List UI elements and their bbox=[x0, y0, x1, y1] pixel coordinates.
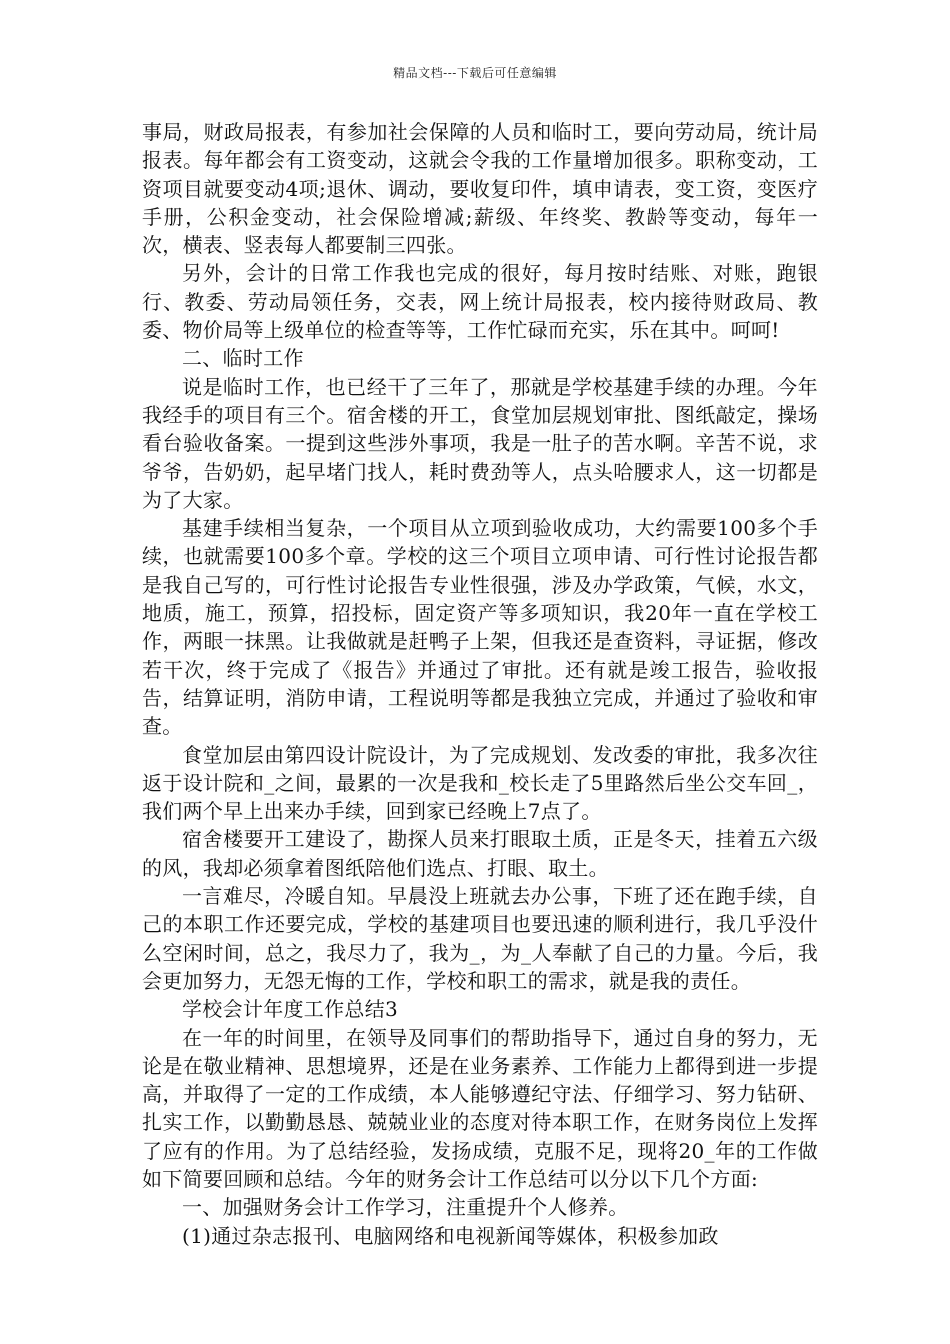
paragraph: 说是临时工作，也已经干了三年了，那就是学校基建手续的办理。今年我经手的项目有三个。宿舍楼的开工，食堂加层规划审批、图纸敲定，操场看台验收备案。一提到这些涉外事项，我是一肚子的苦水啊。辛苦不说，求爷爷，告奶奶，起早堵门找人，耗时费劲等人，点头哈腰求人，这一切都是为了大家。 bbox=[142, 374, 818, 512]
paragraph: 基建手续相当复杂，一个项目从立项到验收成功，大约需要100多个手续，也就需要100多个章。学校的这三个项目立项申请、可行性讨论报告都是我自己写的，可行性讨论报告专业性很强，涉及办学政策，气候，水文，地质，施工，预算，招投标，固定资产等多项知识，我20年一直在学校工作，两眼一抹黑。让我做就是赶鸭子上架，但我还是查资料，寻证据，修改若干次，终于完成了《报告》并通过了审批。还有就是竣工报告，验收报告，结算证明，消防申请，工程说明等都是我独立完成，并通过了验收和审查。 bbox=[142, 516, 818, 739]
paragraph: 事局，财政局报表，有参加社会保障的人员和临时工，要向劳动局，统计局报表。每年都会有工资变动，这就会令我的工作量增加很多。职称变动，工资项目就要变动4项;退休、调动，要收复印件，填申请表，变工资，变医疗手册，公积金变动，社会保险增减;薪级、年终奖、教龄等变动，每年一次，横表、竖表每人都要制三四张。 bbox=[142, 120, 818, 258]
paragraph: 一言难尽，冷暖自知。早晨没上班就去办公事，下班了还在跑手续，自己的本职工作还要完成，学校的基建项目也要迅速的顺利进行，我几乎没什么空闲时间，总之，我尽力了，我为_，为_人奉献了自己的力量。今后，我会更加努力，无怨无悔的工作，学校和职工的需求，就是我的责任。 bbox=[142, 884, 818, 993]
section-heading: 二、临时工作 bbox=[182, 346, 304, 371]
paragraph: 在一年的时间里，在领导及同事们的帮助指导下，通过自身的努力，无论是在敬业精神、思想境界，还是在业务素养、工作能力上都得到进一步提高，并取得了一定的工作成绩，本人能够遵纪守法、仔细学习、努力钻研、扎实工作，以勤勤恳恳、兢兢业业的态度对待本职工作，在财务岗位上发挥了应有的作用。为了总结经验，发扬成绩，克服不足，现将20_年的工作做如下简要回顾和总结。今年的财务会计工作总结可以分以下几个方面: bbox=[142, 1025, 818, 1191]
document-body bbox=[142, 118, 818, 1250]
section-title: 学校会计年度工作总结3 bbox=[182, 997, 399, 1022]
section-heading: 一、加强财务会计工作学习，注重提升个人修养。 bbox=[182, 1195, 629, 1220]
page-header: 精品文档---下载后可任意编辑 bbox=[393, 66, 557, 80]
paragraph: 食堂加层由第四设计院设计，为了完成规划、发改委的审批，我多次往返于设计院和_之间，最累的一次是我和_校长走了5里路然后坐公交车回_，我们两个早上出来办手续，回到家已经晚上7点了。 bbox=[142, 742, 818, 824]
paragraph: 另外，会计的日常工作我也完成的很好，每月按时结账、对账，跑银行、教委、劳动局领任务，交表，网上统计局报表，校内接待财政局、教委、物价局等上级单位的检查等等，工作忙碌而充实，乐在其中。呵呵! bbox=[142, 261, 818, 343]
paragraph: (1)通过杂志报刊、电脑网络和电视新闻等媒体，积极参加政 bbox=[182, 1223, 719, 1248]
paragraph: 宿舍楼要开工建设了，勘探人员来打眼取土质，正是冬天，挂着五六级的风，我却必须拿着图纸陪他们选点、打眼、取土。 bbox=[142, 827, 818, 880]
